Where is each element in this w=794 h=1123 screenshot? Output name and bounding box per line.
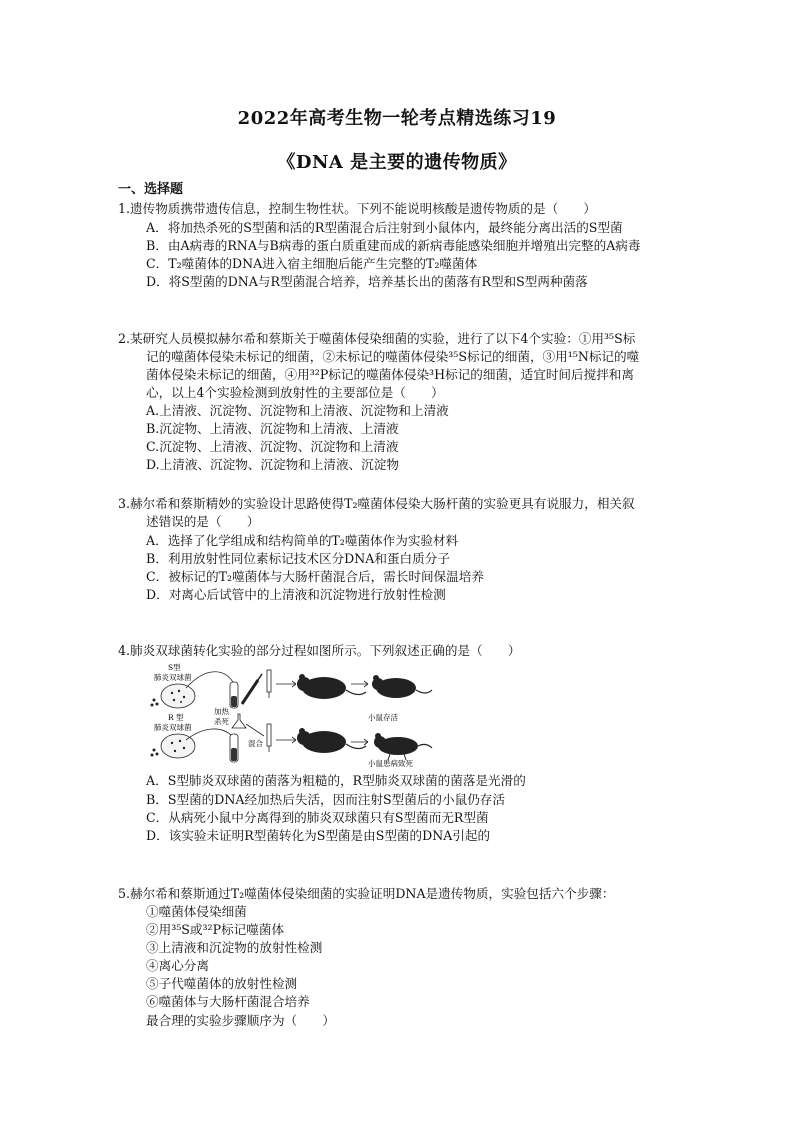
- question-3-option-c: C．被标记的T₂噬菌体与大肠杆菌混合后，需长时间保温培养: [146, 569, 484, 584]
- mouse-icon-top-injected: [297, 674, 366, 699]
- figure-label-kill: 杀死: [214, 717, 229, 726]
- question-3-option-a: A．选择了化学组成和结构简单的T₂噬菌体作为实验材料: [146, 533, 459, 548]
- question-2-option-a: A.上清液、沉淀物、沉淀物和上清液、沉淀物和上清液: [146, 403, 449, 418]
- figure-label-r-type: R 型: [168, 713, 184, 722]
- question-1-option-d: D．将S型菌的DNA与R型菌混合培养，培养基长出的菌落有R型和S型两种菌落: [146, 274, 588, 289]
- document-title: 2022年高考生物一轮考点精选练习19: [237, 108, 557, 129]
- figure-label-survive: 小鼠存活: [368, 713, 398, 722]
- figure-label-r-bacteria: 肺炎双球菌: [154, 723, 192, 732]
- figure-label-mix: 混合: [248, 739, 263, 748]
- question-5-step-3: ③上清液和沉淀物的放射性检测: [146, 940, 323, 955]
- question-5-step-1: ①噬菌体侵染细菌: [146, 904, 247, 919]
- mouse-icon-bottom-injected: [297, 728, 366, 753]
- figure-label-heat: 加热: [214, 707, 229, 716]
- question-2-option-b: B.沉淀物、上清液、沉淀物和上清液、上清液: [146, 421, 399, 436]
- question-2-option-c: C.沉淀物、上清液、沉淀物、沉淀物和上清液: [146, 439, 399, 454]
- question-3-stem-line-1: 3.赫尔希和蔡斯精妙的实验设计思路使得T₂噬菌体侵染大肠杆菌的实验更具有说服力，相关叙: [118, 496, 635, 511]
- question-4-option-d: D．该实验未证明R型菌转化为S型菌是由S型菌的DNA引起的: [146, 828, 491, 843]
- question-3-option-d: D．对离心后试管中的上清液和沉淀物进行放射性检测: [146, 587, 446, 602]
- question-5-step-5: ⑤子代噬菌体的放射性检测: [146, 976, 298, 991]
- question-2-stem-line-3: 菌体侵染未标记的细菌，④用³²P标记的噬菌体侵染³H标记的细菌，适宜时间后搅拌和离: [146, 367, 634, 382]
- question-2-stem-line-4: 心，以上4个实验检测到放射性的主要部位是（ ）: [146, 385, 444, 400]
- section-heading: 一、选择题: [118, 182, 184, 197]
- question-1-option-a: A．将加热杀死的S型菌和活的R型菌混合后注射到小鼠体内，最终能分离出活的S型菌: [146, 220, 623, 235]
- syringe-icon-top: [267, 670, 271, 692]
- mouse-icon-alive: [372, 675, 432, 698]
- question-4-option-a: A．S型肺炎双球菌的菌落为粗糙的，R型肺炎双球菌的菌落是光滑的: [146, 773, 526, 788]
- question-5-ask: 最合理的实验步骤顺序为（ ）: [146, 1013, 335, 1028]
- question-1-option-b: B．由A病毒的RNA与B病毒的蛋白质重建而成的新病毒能感染细胞并增殖出完整的A病毒: [146, 238, 641, 253]
- question-1-stem: 1.遗传物质携带遗传信息，控制生物性状。下列不能说明核酸是遗传物质的是（ ）: [118, 201, 596, 216]
- document-subtitle: 《DNA 是主要的遗传物质》: [277, 152, 517, 173]
- question-1-option-c: C．T₂噬菌体的DNA进入宿主细胞后能产生完整的T₂噬菌体: [146, 256, 478, 271]
- question-5-step-6: ⑥噬菌体与大肠杆菌混合培养: [146, 994, 310, 1009]
- dropper-icon: [242, 680, 258, 704]
- question-4-stem: 4.肺炎双球菌转化实验的部分过程如图所示。下列叙述正确的是（ ）: [118, 643, 521, 658]
- question-5-step-4: ④离心分离: [146, 958, 209, 973]
- figure-label-s-type: S型: [168, 663, 181, 672]
- question-2-option-d: D.上清液、沉淀物、沉淀物和上清液、沉淀物: [146, 457, 399, 472]
- pneumococcus-transformation-figure: [146, 662, 436, 768]
- question-3-option-b: B．利用放射性同位素标记技术区分DNA和蛋白质分子: [146, 551, 450, 566]
- question-2-stem-line-1: 2.某研究人员模拟赫尔希和蔡斯关于噬菌体侵染细菌的实验，进行了以下4个实验：①用³⁵S标: [118, 331, 636, 346]
- flask-icon: [232, 714, 246, 728]
- mouse-icon-dead: [374, 733, 432, 760]
- question-3-stem-line-2: 述错误的是（ ）: [146, 514, 260, 529]
- syringe-icon-bottom: [267, 724, 271, 746]
- question-5-stem: 5.赫尔希和蔡斯通过T₂噬菌体侵染细菌的实验证明DNA是遗传物质，实验包括六个步骤：: [118, 886, 615, 901]
- question-5-step-2: ②用³⁵S或³²P标记噬菌体: [146, 922, 285, 937]
- question-2-stem-line-2: 记的噬菌体侵染未标记的细菌，②未标记的噬菌体侵染³⁵S标记的细菌，③用¹⁵N标记的噬: [146, 349, 640, 364]
- figure-label-s-bacteria: 肺炎双球菌: [154, 673, 192, 682]
- s-petri-dish-icon: [161, 684, 195, 708]
- question-4-option-c: C．从病死小鼠中分离得到的肺炎双球菌只有S型菌而无R型菌: [146, 810, 489, 825]
- figure-label-die: 小鼠患病致死: [368, 759, 413, 768]
- question-4-option-b: B．S型菌的DNA经加热后失活，因而注射S型菌后的小鼠仍存活: [146, 792, 505, 807]
